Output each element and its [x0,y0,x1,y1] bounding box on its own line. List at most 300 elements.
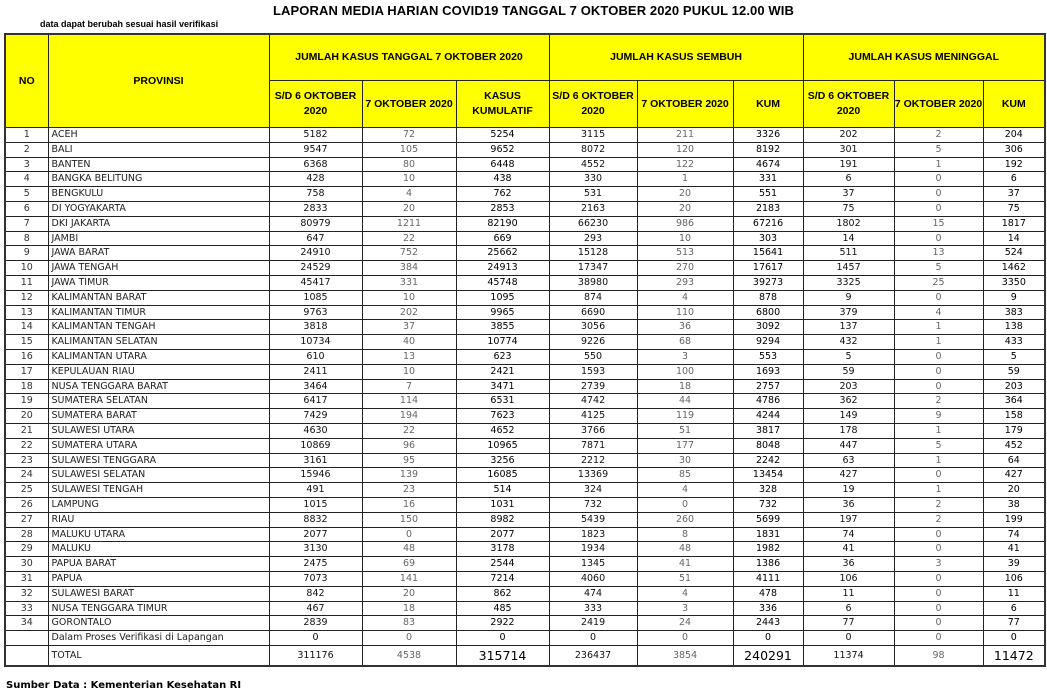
cell-meninggal-sd6: 5 [803,349,894,364]
cell-meninggal-7okt: 0 [894,379,983,394]
cell-meninggal-kum: 452 [983,438,1045,453]
table-row [5,231,1045,246]
cell-meninggal-kum: 0 [983,631,1045,646]
cell-kasus-7okt: 1211 [362,216,456,231]
cell-sembuh-7okt: 30 [637,453,733,468]
table-row [5,157,1045,172]
cell-no: 15 [5,335,48,350]
cell-kasus-kumulatif: 623 [456,349,549,364]
cell-meninggal-sd6: 11 [803,586,894,601]
cell-kasus-sd6: 2839 [269,616,362,631]
cell-sembuh-kum: 328 [733,483,803,498]
cell-kasus-7okt: 0 [362,631,456,646]
cell-sembuh-sd6: 6690 [549,305,637,320]
cell-kasus-7okt: 22 [362,231,456,246]
cell-meninggal-sd6: 3325 [803,275,894,290]
cell-kasus-sd6: 2411 [269,364,362,379]
cell-sembuh-kum: 3326 [733,128,803,143]
cell-meninggal-kum: 74 [983,527,1045,542]
cell-no: 1 [5,128,48,143]
cell-kasus-sd6: 6417 [269,394,362,409]
cell-no: 20 [5,409,48,424]
cell-provinsi: SULAWESI SELATAN [48,468,269,483]
cell-kasus-7okt: 141 [362,571,456,586]
cell-sembuh-kum: 8192 [733,142,803,157]
cell-meninggal-7okt: 2 [894,128,983,143]
table-row [5,216,1045,231]
cell-no: 26 [5,497,48,512]
cell-meninggal-kum: 1462 [983,261,1045,276]
cell-sembuh-kum: 9294 [733,335,803,350]
cell-provinsi: SUMATERA SELATAN [48,394,269,409]
cell-sembuh-7okt: 20 [637,201,733,216]
cell-sembuh-kum: 2242 [733,453,803,468]
cell-provinsi: SUMATERA UTARA [48,438,269,453]
cell-no: 2 [5,142,48,157]
cell-sembuh-sd6: 531 [549,187,637,202]
cell-meninggal-kum: 37 [983,187,1045,202]
table-row [5,586,1045,601]
cell-no: 25 [5,483,48,498]
table-row [5,261,1045,276]
cell-meninggal-7okt: 0 [894,201,983,216]
cell-sembuh-sd6: 293 [549,231,637,246]
cell-sembuh-7okt: 177 [637,438,733,453]
total-cell-provinsi: TOTAL [48,645,269,666]
cell-sembuh-sd6: 874 [549,290,637,305]
cell-kasus-sd6: 7429 [269,409,362,424]
table-row [5,320,1045,335]
cell-kasus-sd6: 8832 [269,512,362,527]
cell-kasus-7okt: 72 [362,128,456,143]
cell-meninggal-sd6: 1802 [803,216,894,231]
cell-meninggal-sd6: 36 [803,497,894,512]
cell-kasus-7okt: 20 [362,201,456,216]
cell-kasus-sd6: 2077 [269,527,362,542]
cell-sembuh-7okt: 4 [637,483,733,498]
cell-sembuh-sd6: 66230 [549,216,637,231]
cell-sembuh-kum: 67216 [733,216,803,231]
cell-sembuh-kum: 3092 [733,320,803,335]
cell-sembuh-sd6: 4742 [549,394,637,409]
cell-no: 29 [5,542,48,557]
table-row [5,497,1045,512]
cell-kasus-sd6: 758 [269,187,362,202]
cell-meninggal-kum: 106 [983,571,1045,586]
cell-meninggal-kum: 433 [983,335,1045,350]
cell-meninggal-kum: 427 [983,468,1045,483]
total-cell-kasus-7okt: 4538 [362,645,456,666]
cell-sembuh-kum: 2183 [733,201,803,216]
cell-no: 8 [5,231,48,246]
cell-sembuh-7okt: 24 [637,616,733,631]
cell-kasus-sd6: 0 [269,631,362,646]
cell-provinsi: KALIMANTAN UTARA [48,349,269,364]
data-source: Sumber Data : Kementerian Kesehatan RI [6,680,242,691]
cell-no: 27 [5,512,48,527]
cell-sembuh-7okt: 68 [637,335,733,350]
cell-provinsi: SULAWESI BARAT [48,586,269,601]
cell-meninggal-kum: 524 [983,246,1045,261]
cell-meninggal-sd6: 1457 [803,261,894,276]
cell-no: 14 [5,320,48,335]
cell-kasus-7okt: 10 [362,364,456,379]
cell-sembuh-kum: 4111 [733,571,803,586]
cell-kasus-sd6: 15946 [269,468,362,483]
cell-provinsi: KALIMANTAN TENGAH [48,320,269,335]
cell-sembuh-kum: 3817 [733,423,803,438]
cell-sembuh-kum: 8048 [733,438,803,453]
cell-sembuh-sd6: 2739 [549,379,637,394]
cell-sembuh-kum: 6800 [733,305,803,320]
cell-meninggal-kum: 138 [983,320,1045,335]
header-meninggal-7okt: 7 OKTOBER 2020 [894,81,983,128]
cell-meninggal-sd6: 362 [803,394,894,409]
cell-meninggal-sd6: 41 [803,542,894,557]
cell-sembuh-7okt: 513 [637,246,733,261]
cell-kasus-kumulatif: 24913 [456,261,549,276]
cell-sembuh-7okt: 51 [637,423,733,438]
cell-sembuh-sd6: 13369 [549,468,637,483]
cell-kasus-kumulatif: 1031 [456,497,549,512]
cell-kasus-7okt: 40 [362,335,456,350]
cell-sembuh-kum: 331 [733,172,803,187]
cell-sembuh-kum: 303 [733,231,803,246]
cell-meninggal-7okt: 2 [894,394,983,409]
cell-no: 32 [5,586,48,601]
cell-kasus-sd6: 2475 [269,557,362,572]
cell-sembuh-7okt: 0 [637,497,733,512]
cell-no: 34 [5,616,48,631]
cell-meninggal-7okt: 15 [894,216,983,231]
cell-meninggal-7okt: 5 [894,438,983,453]
table-row [5,305,1045,320]
cell-kasus-sd6: 24529 [269,261,362,276]
cell-no: 9 [5,246,48,261]
cell-kasus-7okt: 80 [362,157,456,172]
cell-kasus-kumulatif: 862 [456,586,549,601]
cell-meninggal-kum: 75 [983,201,1045,216]
cell-kasus-sd6: 4630 [269,423,362,438]
cell-kasus-kumulatif: 514 [456,483,549,498]
cell-kasus-sd6: 3161 [269,453,362,468]
cell-kasus-sd6: 24910 [269,246,362,261]
cell-sembuh-kum: 1982 [733,542,803,557]
cell-kasus-kumulatif: 485 [456,601,549,616]
cell-meninggal-sd6: 432 [803,335,894,350]
cell-sembuh-7okt: 3 [637,349,733,364]
cell-sembuh-7okt: 0 [637,631,733,646]
cell-meninggal-kum: 20 [983,483,1045,498]
cell-sembuh-sd6: 1823 [549,527,637,542]
cell-kasus-sd6: 3130 [269,542,362,557]
cell-meninggal-7okt: 5 [894,142,983,157]
cell-meninggal-kum: 364 [983,394,1045,409]
cell-kasus-kumulatif: 7214 [456,571,549,586]
cell-meninggal-7okt: 0 [894,631,983,646]
header-sembuh-sd6: S/D 6 OKTOBER 2020 [549,81,637,128]
cell-kasus-kumulatif: 25662 [456,246,549,261]
cell-kasus-7okt: 194 [362,409,456,424]
cell-sembuh-sd6: 330 [549,172,637,187]
cell-meninggal-7okt: 1 [894,320,983,335]
cell-sembuh-7okt: 10 [637,231,733,246]
cell-kasus-sd6: 428 [269,172,362,187]
cell-provinsi: MALUKU UTARA [48,527,269,542]
cell-sembuh-7okt: 293 [637,275,733,290]
cell-meninggal-kum: 11 [983,586,1045,601]
cell-kasus-kumulatif: 45748 [456,275,549,290]
cell-meninggal-sd6: 37 [803,187,894,202]
cell-sembuh-kum: 2757 [733,379,803,394]
cell-provinsi: GORONTALO [48,616,269,631]
cell-meninggal-sd6: 203 [803,379,894,394]
cell-kasus-7okt: 95 [362,453,456,468]
cell-meninggal-7okt: 0 [894,542,983,557]
cell-provinsi: KALIMANTAN TIMUR [48,305,269,320]
cell-provinsi: BANTEN [48,157,269,172]
cell-sembuh-7okt: 270 [637,261,733,276]
header-sembuh-kum: KUM [733,81,803,128]
cell-kasus-sd6: 3464 [269,379,362,394]
cell-kasus-7okt: 83 [362,616,456,631]
cell-meninggal-sd6: 6 [803,601,894,616]
cell-kasus-7okt: 202 [362,305,456,320]
cell-sembuh-kum: 478 [733,586,803,601]
cell-kasus-sd6: 45417 [269,275,362,290]
cell-provinsi: NUSA TENGGARA BARAT [48,379,269,394]
table-row [5,631,1045,646]
cell-meninggal-7okt: 0 [894,527,983,542]
cell-sembuh-sd6: 2163 [549,201,637,216]
cell-sembuh-sd6: 7871 [549,438,637,453]
cell-kasus-7okt: 10 [362,172,456,187]
total-cell-sembuh-kum: 240291 [733,645,803,666]
cell-sembuh-7okt: 48 [637,542,733,557]
cell-meninggal-7okt: 0 [894,290,983,305]
header-kasus-7okt: 7 OKTOBER 2020 [362,81,456,128]
header-provinsi: PROVINSI [48,34,269,128]
cell-kasus-sd6: 467 [269,601,362,616]
cell-kasus-7okt: 13 [362,349,456,364]
cell-sembuh-7okt: 51 [637,571,733,586]
cell-meninggal-7okt: 0 [894,601,983,616]
covid-report-table [4,33,1046,667]
cell-meninggal-kum: 383 [983,305,1045,320]
cell-kasus-7okt: 105 [362,142,456,157]
cell-meninggal-7okt: 0 [894,349,983,364]
cell-sembuh-7okt: 110 [637,305,733,320]
cell-kasus-7okt: 18 [362,601,456,616]
cell-sembuh-sd6: 2419 [549,616,637,631]
cell-meninggal-kum: 3350 [983,275,1045,290]
cell-sembuh-sd6: 4125 [549,409,637,424]
cell-provinsi: DI YOGYAKARTA [48,201,269,216]
table-row [5,349,1045,364]
cell-kasus-7okt: 384 [362,261,456,276]
cell-sembuh-sd6: 5439 [549,512,637,527]
cell-provinsi: Dalam Proses Verifikasi di Lapangan [48,631,269,646]
cell-meninggal-kum: 59 [983,364,1045,379]
cell-provinsi: SULAWESI TENGGARA [48,453,269,468]
cell-meninggal-sd6: 75 [803,201,894,216]
cell-sembuh-7okt: 8 [637,527,733,542]
cell-sembuh-sd6: 0 [549,631,637,646]
cell-no: 12 [5,290,48,305]
cell-no: 18 [5,379,48,394]
cell-sembuh-sd6: 3115 [549,128,637,143]
cell-provinsi: PAPUA BARAT [48,557,269,572]
table-row [5,275,1045,290]
cell-sembuh-kum: 336 [733,601,803,616]
cell-no: 10 [5,261,48,276]
header-kasus-kumulatif: KASUS KUMULATIF [456,81,549,128]
cell-meninggal-kum: 38 [983,497,1045,512]
cell-no: 13 [5,305,48,320]
cell-provinsi: JAMBI [48,231,269,246]
cell-no: 3 [5,157,48,172]
cell-no: 21 [5,423,48,438]
cell-meninggal-7okt: 1 [894,423,983,438]
cell-kasus-kumulatif: 16085 [456,468,549,483]
cell-sembuh-sd6: 8072 [549,142,637,157]
table-row [5,172,1045,187]
cell-sembuh-kum: 878 [733,290,803,305]
cell-provinsi: NUSA TENGGARA TIMUR [48,601,269,616]
cell-kasus-7okt: 48 [362,542,456,557]
header-meninggal-kum: KUM [983,81,1045,128]
total-row [5,645,1045,666]
cell-kasus-kumulatif: 82190 [456,216,549,231]
cell-meninggal-7okt: 0 [894,616,983,631]
cell-kasus-kumulatif: 438 [456,172,549,187]
cell-kasus-kumulatif: 10965 [456,438,549,453]
cell-sembuh-7okt: 41 [637,557,733,572]
header-no: NO [5,34,48,128]
cell-kasus-sd6: 80979 [269,216,362,231]
cell-meninggal-7okt: 5 [894,261,983,276]
table-row [5,438,1045,453]
cell-sembuh-sd6: 2212 [549,453,637,468]
cell-kasus-7okt: 16 [362,497,456,512]
cell-sembuh-sd6: 324 [549,483,637,498]
cell-sembuh-sd6: 4060 [549,571,637,586]
cell-kasus-sd6: 491 [269,483,362,498]
cell-sembuh-kum: 5699 [733,512,803,527]
cell-meninggal-sd6: 379 [803,305,894,320]
cell-meninggal-7okt: 2 [894,497,983,512]
table-row [5,409,1045,424]
cell-provinsi: JAWA TIMUR [48,275,269,290]
cell-meninggal-kum: 192 [983,157,1045,172]
cell-kasus-7okt: 331 [362,275,456,290]
cell-sembuh-kum: 13454 [733,468,803,483]
cell-meninggal-kum: 5 [983,349,1045,364]
cell-meninggal-kum: 6 [983,601,1045,616]
cell-sembuh-7okt: 211 [637,128,733,143]
cell-sembuh-kum: 39273 [733,275,803,290]
cell-meninggal-7okt: 0 [894,172,983,187]
table-row [5,128,1045,143]
cell-provinsi: JAWA TENGAH [48,261,269,276]
cell-kasus-sd6: 10734 [269,335,362,350]
cell-meninggal-7okt: 0 [894,364,983,379]
cell-sembuh-7okt: 119 [637,409,733,424]
cell-sembuh-kum: 553 [733,349,803,364]
table-row [5,557,1045,572]
table-row [5,512,1045,527]
cell-sembuh-sd6: 3766 [549,423,637,438]
cell-provinsi: KEPULAUAN RIAU [48,364,269,379]
cell-provinsi: SUMATERA BARAT [48,409,269,424]
cell-sembuh-7okt: 85 [637,468,733,483]
cell-sembuh-kum: 1693 [733,364,803,379]
table-row [5,601,1045,616]
cell-meninggal-7okt: 0 [894,187,983,202]
cell-sembuh-kum: 17617 [733,261,803,276]
cell-meninggal-sd6: 59 [803,364,894,379]
cell-sembuh-sd6: 474 [549,586,637,601]
table-row [5,616,1045,631]
cell-sembuh-sd6: 38980 [549,275,637,290]
total-cell-meninggal-7okt: 98 [894,645,983,666]
cell-no: 23 [5,453,48,468]
cell-no: 11 [5,275,48,290]
cell-kasus-kumulatif: 3256 [456,453,549,468]
cell-kasus-kumulatif: 2922 [456,616,549,631]
cell-provinsi: SULAWESI UTARA [48,423,269,438]
table-row [5,201,1045,216]
cell-kasus-kumulatif: 762 [456,187,549,202]
cell-meninggal-sd6: 6 [803,172,894,187]
cell-sembuh-7okt: 20 [637,187,733,202]
cell-provinsi: BALI [48,142,269,157]
cell-kasus-sd6: 9547 [269,142,362,157]
cell-meninggal-sd6: 36 [803,557,894,572]
cell-sembuh-sd6: 1593 [549,364,637,379]
cell-meninggal-sd6: 511 [803,246,894,261]
table-row [5,571,1045,586]
cell-meninggal-7okt: 13 [894,246,983,261]
table-row [5,394,1045,409]
report-subtitle: data dapat berubah sesuai hasil verifikasi [40,19,219,29]
cell-kasus-kumulatif: 10774 [456,335,549,350]
cell-no: 17 [5,364,48,379]
cell-no: 22 [5,438,48,453]
cell-kasus-7okt: 69 [362,557,456,572]
table-row [5,423,1045,438]
cell-kasus-kumulatif: 5254 [456,128,549,143]
cell-meninggal-sd6: 19 [803,483,894,498]
cell-meninggal-kum: 179 [983,423,1045,438]
cell-no: 16 [5,349,48,364]
cell-sembuh-kum: 1831 [733,527,803,542]
cell-provinsi: BANGKA BELITUNG [48,172,269,187]
cell-meninggal-7okt: 1 [894,453,983,468]
cell-meninggal-7okt: 1 [894,335,983,350]
cell-meninggal-7okt: 25 [894,275,983,290]
cell-sembuh-sd6: 333 [549,601,637,616]
table-row [5,542,1045,557]
cell-sembuh-sd6: 550 [549,349,637,364]
cell-meninggal-sd6: 137 [803,320,894,335]
cell-sembuh-sd6: 3056 [549,320,637,335]
cell-meninggal-7okt: 2 [894,512,983,527]
cell-meninggal-kum: 203 [983,379,1045,394]
cell-kasus-kumulatif: 8982 [456,512,549,527]
cell-sembuh-sd6: 9226 [549,335,637,350]
cell-no: 28 [5,527,48,542]
